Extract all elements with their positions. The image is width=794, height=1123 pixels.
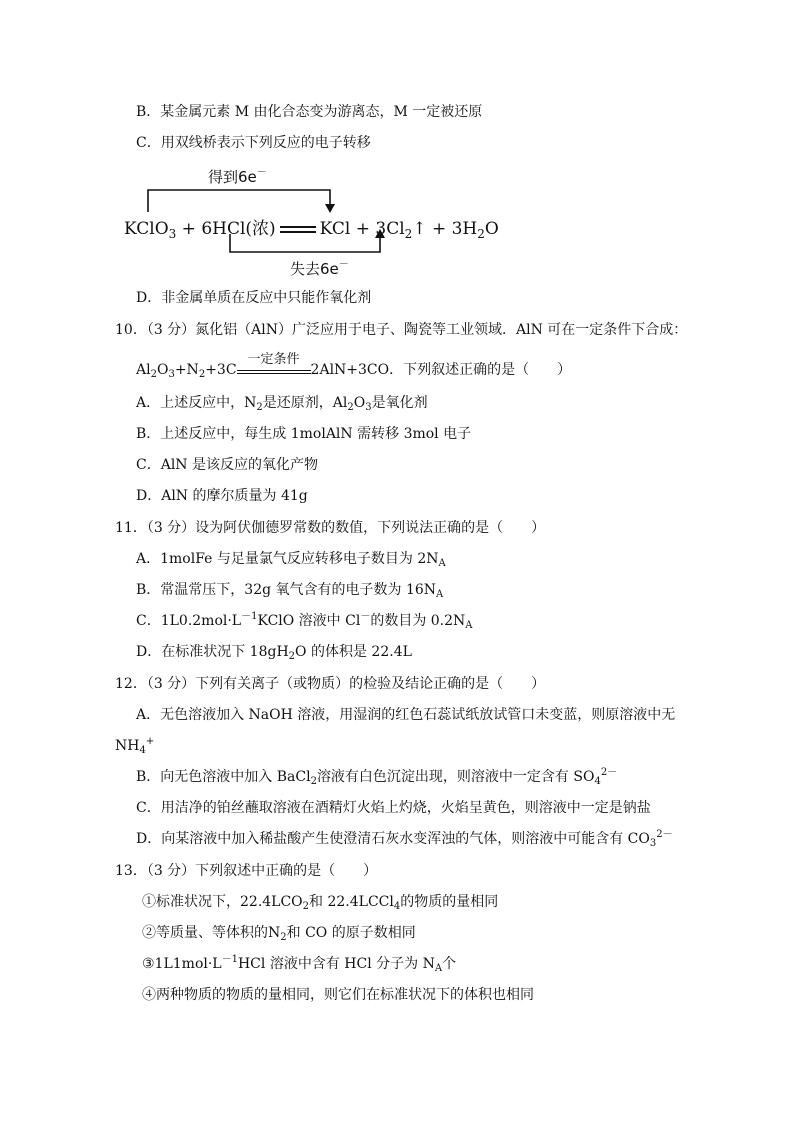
option-12a: A．无色溶液加入 NaOH 溶液，用湿润的红色石蕊试纸放试管口未变蓝，则原溶液中无 [136, 707, 676, 723]
reaction-condition-arrow: 一定条件 [237, 360, 311, 380]
lose-label: 失去6e－ [290, 259, 349, 278]
statement-4: ④两种物质的物质的量相同，则它们在标准状况下的体积也相同 [142, 987, 534, 1003]
gain-label: 得到6e－ [208, 167, 267, 186]
gas-up-arrow-icon: ↑ [412, 219, 427, 239]
reaction-equation: KClO$_3$ + 6HCl(浓) KCl + $3Cl_2↑ + 3H_2O$ [124, 219, 499, 241]
option-10c: C．AlN 是该反应的氧化产物 [136, 457, 318, 473]
option-12c: C．用洁净的铂丝蘸取溶液在酒精灯火焰上灼烧，火焰呈黄色，则溶液中一定是钠盐 [136, 800, 651, 816]
option-12a-cont: $NH_4^+$ [115, 736, 155, 756]
question-10-equation: $Al_2O_3+N_2+3C$ 一定条件 2AlN+3CO．下列叙述正确的是（ ） [136, 352, 572, 380]
option-11a: A．1molFe 与足量氯气反应转移电子数目为 $2N_A$ [136, 551, 446, 569]
question-10: 10．（3 分）氮化铝（AlN）广泛应用于电子、陶瓷等工业领域．AlN 可在一定条件下合成： [115, 322, 688, 338]
option-12b: B．向无色溶液中加入 BaCl$_2$溶液有白色沉淀出现，则溶液中一定含有 $SO_4^{2-}$ [136, 767, 618, 787]
question-12: 12．（3 分）下列有关离子（或物质）的检验及结论正确的是（ ） [115, 676, 546, 692]
equals-sign [280, 224, 316, 236]
option-10a: A．上述反应中，$N_2$是还原剂，$Al_2O_3$是氧化剂 [136, 395, 428, 413]
statement-1: ①标准状况下，$22.4LCO_2$和 22.4LCCl$_4$的物质的量相同 [142, 894, 499, 912]
electron-transfer-diagram [120, 166, 520, 284]
option-9b: B．某金属元素 M 由化合态变为游离态，M 一定被还原 [136, 104, 483, 120]
question-11: 11．（3 分）设为阿伏伽德罗常数的数值，下列说法正确的是（ ） [115, 520, 546, 536]
statement-2: ②等质量、等体积的$N_2$和 CO 的原子数相同 [142, 925, 416, 943]
option-10b: B．上述反应中，每生成 1molAlN 需转移 3mol 电子 [136, 426, 472, 442]
option-12d: D．向某溶液中加入稀盐酸产生使澄清石灰水变浑浊的气体，则溶液中可能含有 $CO_3^{2-}$ [136, 829, 673, 849]
statement-3: $③1L1mol\cdot L^{-1}HCl$ 溶液中含有 HCl 分子为 $N_A$个 [142, 954, 457, 974]
option-10d: D．AlN 的摩尔质量为 41g [136, 488, 308, 504]
option-9d: D．非金属单质在反应中只能作氧化剂 [136, 290, 372, 306]
option-11d: D．在标准状况下 $18gH_2O$ 的体积是 22.4L [136, 644, 412, 662]
option-9c: C．用双线桥表示下列反应的电子转移 [136, 135, 371, 151]
question-13: 13．（3 分）下列叙述中正确的是（ ） [115, 863, 378, 879]
option-11b: B．常温常压下，32g 氧气含有的电子数为 $16N_A$ [136, 582, 444, 600]
option-11c: C．$1L0.2mol\cdot L^{-1}KClO$ 溶液中 Cl－的数目为 $0.2N_A$ [136, 611, 473, 631]
